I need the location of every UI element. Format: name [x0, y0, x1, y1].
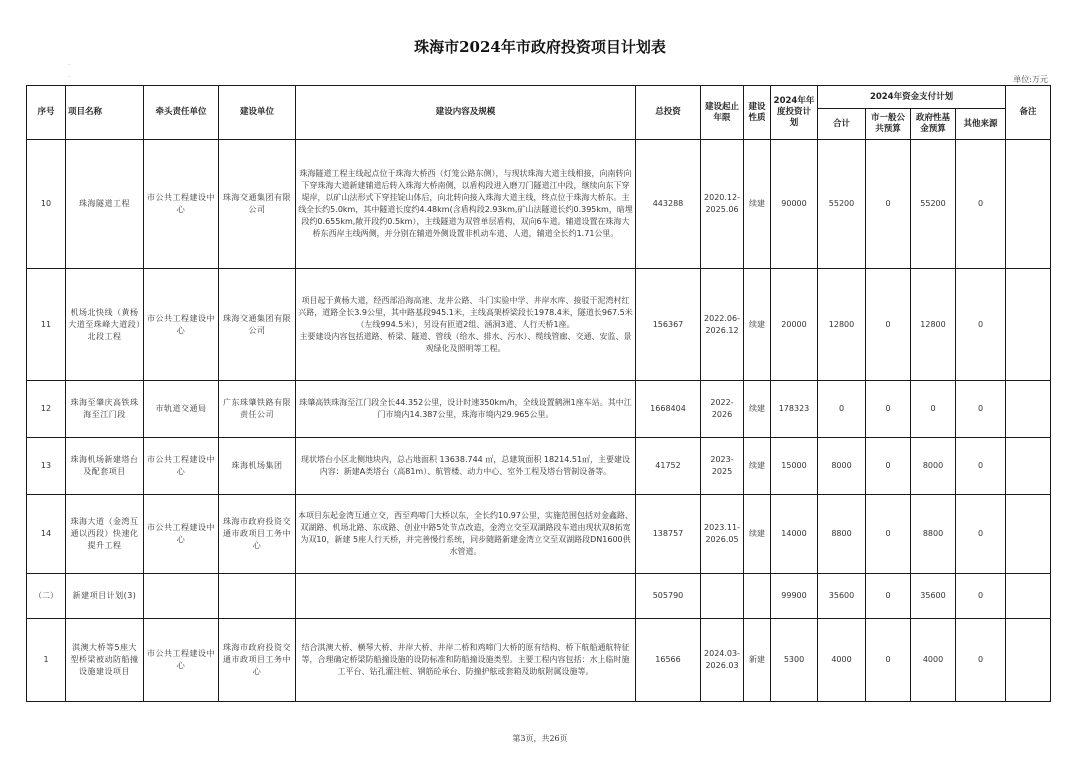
cell-content: 现状塔台小区北侧地块内，总占地面积 13638.744 ㎡，总建筑面积 18214.51㎡，主要建设内容：新建A类塔台（高81m）、航管楼、动力中心、室外工程及塔台管制设备等。 [296, 438, 636, 495]
cell-seq: 11 [27, 269, 66, 381]
cell-remarks [1006, 381, 1051, 438]
cell-fund-budget: 8800 [911, 495, 956, 574]
cell-nature: 续建 [744, 140, 771, 269]
cell-other-sources: 0 [956, 495, 1006, 574]
cell-nature: 续建 [744, 495, 771, 574]
cell-content: 本项目东起金湾互通立交，西至鸡啼门大桥以东，全长约10.97公里，实施范围包括对金鑫路、双湖路、机场北路、东成路、创业中路5处节点改造，金湾立交至双湖路段车道由现状双8拓宽为双10，新建 5座人行天桥，并完善慢行系统，同步随路新建金湾立交至双湖路段DN1600供水管道。 [296, 495, 636, 574]
cell-builder [219, 574, 296, 619]
cell-period: 2023.11-2026.05 [701, 495, 744, 574]
cell-name: 珠海大道（金湾互通以西段）快速化提升工程 [66, 495, 144, 574]
cell-remarks [1006, 438, 1051, 495]
header-nature: 建设性质 [744, 86, 771, 140]
cell-seq: 1 [27, 619, 66, 702]
cell-remarks [1006, 269, 1051, 381]
cell-seq: 13 [27, 438, 66, 495]
cell-remarks [1006, 619, 1051, 702]
cell-nature: 续建 [744, 269, 771, 381]
cell-fund-budget: 12800 [911, 269, 956, 381]
cell-lead-unit: 市公共工程建设中心 [144, 140, 219, 269]
cell-subtotal: 8800 [818, 495, 866, 574]
cell-fund-budget: 55200 [911, 140, 956, 269]
header-general-budget: 市一般公共预算 [866, 109, 911, 140]
table-row [27, 619, 1051, 702]
cell-annual-plan: 15000 [771, 438, 818, 495]
cell-total-investment: 505790 [636, 574, 701, 619]
header-builder: 建设单位 [219, 86, 296, 140]
header-total-investment: 总投资 [636, 86, 701, 140]
cell-general-budget: 0 [866, 619, 911, 702]
header-period: 建设起止年限 [701, 86, 744, 140]
cell-general-budget: 0 [866, 495, 911, 574]
content-paragraph: 项目起于黄杨大道，经西部沿海高速、龙井公路、斗门实验中学、井岸水库、接驳于泥湾村红兴路，道路全长3.9公里，其中路基段945.1米，主线高架桥梁段长1978.4米，隧道长967.5米（左线994.5米），另设有匝道2组、涵洞3道、人行天桥1座。 [298, 295, 633, 329]
cell-builder: 广东珠肇铁路有限责任公司 [219, 381, 296, 438]
cell-other-sources: 0 [956, 619, 1006, 702]
cell-other-sources: 0 [956, 269, 1006, 381]
cell-total-investment: 16566 [636, 619, 701, 702]
cell-annual-plan: 14000 [771, 495, 818, 574]
cell-total-investment: 1668404 [636, 381, 701, 438]
cell-lead-unit: 市公共工程建设中心 [144, 619, 219, 702]
header-lead-unit: 牵头责任单位 [144, 86, 219, 140]
header-annual-plan: 2024年年度投资计划 [771, 86, 818, 140]
cell-general-budget: 0 [866, 381, 911, 438]
cell-lead-unit: 市公共工程建设中心 [144, 269, 219, 381]
cell-other-sources: 0 [956, 438, 1006, 495]
cell-lead-unit: 市公共工程建设中心 [144, 438, 219, 495]
cell-content [296, 269, 636, 381]
cell-nature: 续建 [744, 381, 771, 438]
stray-mark: · [68, 62, 70, 69]
cell-nature [744, 574, 771, 619]
cell-annual-plan: 99900 [771, 574, 818, 619]
cell-annual-plan: 90000 [771, 140, 818, 269]
cell-builder: 珠海市政府投资交通市政项目工务中心 [219, 495, 296, 574]
cell-name: 新建项目计划(3) [66, 574, 144, 619]
cell-general-budget: 0 [866, 438, 911, 495]
cell-other-sources: 0 [956, 574, 1006, 619]
cell-lead-unit: 市轨道交通局 [144, 381, 219, 438]
cell-total-investment: 138757 [636, 495, 701, 574]
table-row [27, 269, 1051, 381]
cell-subtotal: 35600 [818, 574, 866, 619]
cell-fund-budget: 4000 [911, 619, 956, 702]
content-paragraph: 主要建设内容包括道路、桥梁、隧道、管线（给水、排水、污水）、缆线管廊、交通、安监、景观绿化及照明等工程。 [299, 331, 632, 353]
cell-seq: 12 [27, 381, 66, 438]
cell-fund-budget: 35600 [911, 574, 956, 619]
cell-total-investment: 443288 [636, 140, 701, 269]
cell-period: 2023-2025 [701, 438, 744, 495]
cell-period [701, 574, 744, 619]
cell-nature: 新建 [744, 619, 771, 702]
header-other-sources: 其他来源 [956, 109, 1006, 140]
cell-seq: 14 [27, 495, 66, 574]
cell-name: 珠海至肇庆高铁珠海至江门段 [66, 381, 144, 438]
cell-lead-unit [144, 574, 219, 619]
cell-name: 珠海机场新建塔台及配套项目 [66, 438, 144, 495]
cell-seq: 10 [27, 140, 66, 269]
cell-name: 机场北快线（黄杨大道至珠峰大道段）北段工程 [66, 269, 144, 381]
cell-total-investment: 156367 [636, 269, 701, 381]
cell-remarks [1006, 574, 1051, 619]
unit-label: 单位:万元 [1013, 75, 1048, 84]
header-remarks: 备注 [1006, 86, 1051, 140]
cell-lead-unit: 市公共工程建设中心 [144, 495, 219, 574]
cell-other-sources: 0 [956, 140, 1006, 269]
stray-mark: · [68, 74, 70, 81]
cell-builder: 珠海机场集团 [219, 438, 296, 495]
cell-annual-plan: 5300 [771, 619, 818, 702]
cell-name: 珠海隧道工程 [66, 140, 144, 269]
table-row [27, 140, 1051, 269]
cell-content [296, 574, 636, 619]
document-title: 珠海市2024年市政府投资项目计划表 [414, 38, 666, 56]
cell-builder: 珠海交通集团有限公司 [219, 269, 296, 381]
cell-content: 珠肇高铁珠海至江门段全长44.352公里，设计时速350km/h，全线设置鹤洲1座车站。其中江门市境内14.387公里，珠海市境内29.965公里。 [296, 381, 636, 438]
cell-fund-budget: 0 [911, 381, 956, 438]
cell-remarks [1006, 140, 1051, 269]
cell-seq: （二） [27, 574, 66, 619]
table-row [27, 438, 1051, 495]
header-payment-plan-group: 2024年资金支付计划 [818, 86, 1006, 109]
cell-builder: 珠海市政府投资交通市政项目工务中心 [219, 619, 296, 702]
table-row [27, 381, 1051, 438]
cell-period: 2024.03-2026.03 [701, 619, 744, 702]
section-row [27, 574, 1051, 619]
cell-other-sources: 0 [956, 381, 1006, 438]
cell-subtotal: 0 [818, 381, 866, 438]
cell-remarks [1006, 495, 1051, 574]
cell-subtotal: 8000 [818, 438, 866, 495]
header-seq: 序号 [27, 86, 66, 140]
table-row [27, 495, 1051, 574]
investment-plan-table [26, 85, 1051, 702]
header-fund-budget: 政府性基金预算 [911, 109, 956, 140]
header-subtotal: 合计 [818, 109, 866, 140]
cell-general-budget: 0 [866, 140, 911, 269]
cell-period: 2022.06-2026.12 [701, 269, 744, 381]
cell-general-budget: 0 [866, 574, 911, 619]
cell-period: 2020.12-2025.06 [701, 140, 744, 269]
cell-subtotal: 4000 [818, 619, 866, 702]
cell-name: 淇澳大桥等5座大型桥梁被动防船撞设施建设项目 [66, 619, 144, 702]
page-number: 第3页，共26页 [512, 734, 568, 743]
header-content: 建设内容及规模 [296, 86, 636, 140]
cell-general-budget: 0 [866, 269, 911, 381]
cell-subtotal: 12800 [818, 269, 866, 381]
cell-total-investment: 41752 [636, 438, 701, 495]
cell-annual-plan: 20000 [771, 269, 818, 381]
cell-builder: 珠海交通集团有限公司 [219, 140, 296, 269]
cell-fund-budget: 8000 [911, 438, 956, 495]
header-name: 项目名称 [66, 86, 144, 140]
cell-content: 珠海隧道工程主线起点位于珠海大桥西（灯笼公路东侧），与现状珠海大道主线相接，向南转向下穿珠海大道新建辅道后转入珠海大桥南侧，以盾构段进入磨刀门隧道江中段，继续向东下穿堤岸，以矿山法形式下穿挂锭山体后，向北转向接入珠海大道主线，终点位于珠海大桥东。主线全长约5.0km，其中隧道长度约4.48km(含盾构段2.93km,矿山法隧道长约0.395km，暗埋段约0.655km,敞开段约0.5km），主线隧道为双管单层盾构，双向6车道。辅道设置在珠海大桥东西岸主线两侧，并分别在辅道外侧设置非机动车道、人道，辅道全长约1.71公里。 [296, 140, 636, 269]
cell-subtotal: 55200 [818, 140, 866, 269]
cell-content: 结合淇澳大桥、横琴大桥、井岸大桥、井岸二桥和鸡啼门大桥的原有结构、桥下航船通航特征等，合理确定桥梁防船撞设施的设防标准和防船撞设施类型。主要工程内容包括：水上临时施工平台、钻孔灌注桩、钢筋砼承台、防撞护舷或套箱及助航附属设施等。 [296, 619, 636, 702]
cell-nature: 续建 [744, 438, 771, 495]
cell-annual-plan: 178323 [771, 381, 818, 438]
cell-period: 2022-2026 [701, 381, 744, 438]
